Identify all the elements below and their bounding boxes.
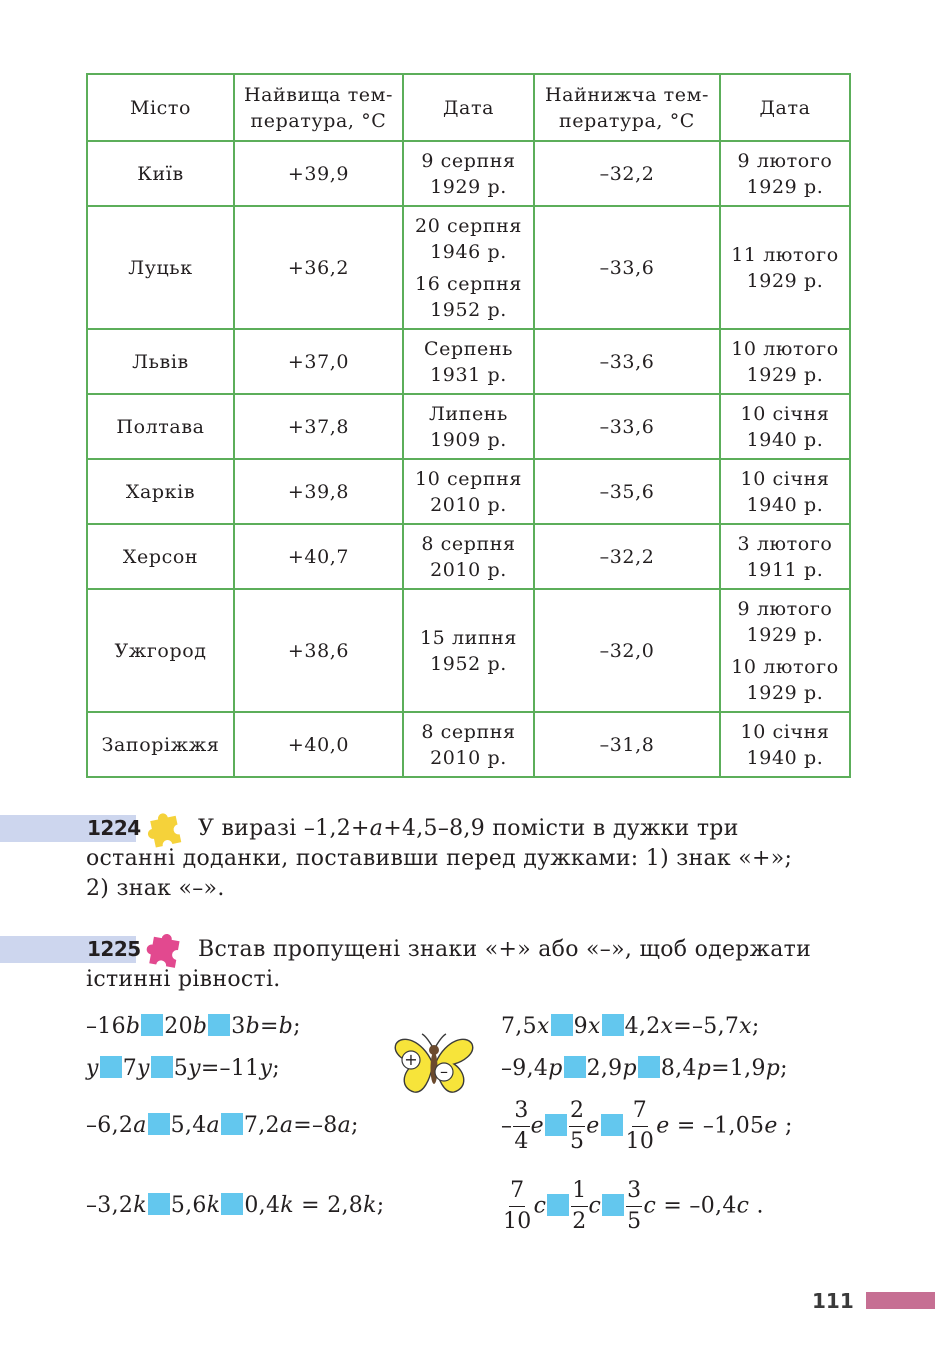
butterfly-plus-minus-icon bbox=[392, 1032, 476, 1096]
missing-sign-box[interactable] bbox=[148, 1113, 170, 1135]
fraction-numerator: 7 bbox=[632, 1096, 648, 1127]
missing-sign-box[interactable] bbox=[221, 1193, 243, 1215]
variable: y bbox=[137, 1056, 150, 1081]
missing-sign-box[interactable] bbox=[602, 1014, 624, 1036]
fraction-numerator: 2 bbox=[569, 1096, 585, 1127]
max-date-cell bbox=[403, 459, 534, 524]
column-header bbox=[234, 74, 403, 141]
date-line: 1940 р. bbox=[746, 746, 824, 769]
variable: p bbox=[548, 1056, 563, 1081]
variable: y bbox=[86, 1056, 99, 1081]
variable: a bbox=[369, 816, 384, 841]
date-line: 1952 р. bbox=[430, 298, 507, 321]
equation-3: y 7y 5y=–11y; bbox=[86, 1056, 280, 1081]
date-line: 8 серпня bbox=[421, 720, 516, 743]
max-temp-cell: +40,0 bbox=[234, 712, 403, 777]
table-row bbox=[87, 394, 850, 459]
date-line: 1909 р. bbox=[430, 428, 507, 451]
min-date-cell bbox=[720, 712, 850, 777]
city-cell: Луцьк bbox=[87, 206, 234, 329]
missing-sign-box[interactable] bbox=[547, 1194, 569, 1216]
date-line: 1911 р. bbox=[746, 558, 824, 581]
min-temp-cell: –32,2 bbox=[534, 524, 720, 589]
max-temp-cell: +39,9 bbox=[234, 141, 403, 206]
equation-6: –3,2k 5,6k 0,4k = 2,8k; bbox=[86, 1193, 385, 1218]
column-header-line: Дата bbox=[759, 96, 811, 119]
max-date-cell bbox=[403, 394, 534, 459]
min-date-cell bbox=[720, 329, 850, 394]
exercise-1225-line-1: Встав пропущені знаки «+» або «–», щоб одержати bbox=[198, 937, 812, 962]
date-line: Серпень bbox=[423, 337, 514, 360]
variable: e bbox=[764, 1113, 778, 1139]
date-line: 10 січня bbox=[740, 402, 830, 425]
variable: x bbox=[660, 1014, 674, 1039]
equation-5: –6,2a 5,4a 7,2a=–8a; bbox=[86, 1113, 359, 1138]
max-date-cell bbox=[403, 206, 534, 329]
variable: c bbox=[533, 1193, 547, 1219]
date-line: 1931 р. bbox=[430, 363, 507, 386]
fraction bbox=[569, 1096, 585, 1157]
date-line: 1929 р. bbox=[746, 175, 824, 198]
equation-2: 7,5x 9x 4,2x=–5,7x; bbox=[501, 1014, 760, 1039]
variable: b bbox=[125, 1014, 141, 1039]
fraction bbox=[625, 1096, 656, 1157]
column-header bbox=[87, 74, 234, 141]
fraction-equation-c: $\frac{7}{10}$ c $\frac{1}{2}$ c $\frac{3}{5}$ c = –0,4c . bbox=[501, 1176, 764, 1237]
fraction bbox=[513, 1096, 529, 1157]
date-line: 20 серпня bbox=[415, 214, 522, 237]
column-header-line: Найнижча тем- bbox=[544, 83, 710, 106]
max-date-cell bbox=[403, 524, 534, 589]
missing-sign-box[interactable] bbox=[638, 1056, 660, 1078]
table-header-row bbox=[87, 74, 850, 141]
missing-sign-box[interactable] bbox=[148, 1193, 170, 1215]
equation-1: –16b 20b 3b=b; bbox=[86, 1014, 301, 1039]
fraction-numerator: 7 bbox=[509, 1176, 525, 1207]
min-temp-cell: –32,2 bbox=[534, 141, 720, 206]
column-header-line: Дата bbox=[442, 96, 494, 119]
date-line: 10 лютого bbox=[731, 337, 839, 360]
svg-text:–: – bbox=[440, 1062, 448, 1081]
table-row bbox=[87, 524, 850, 589]
column-header bbox=[534, 74, 720, 141]
variable: k bbox=[280, 1193, 294, 1218]
variable: b bbox=[245, 1014, 260, 1039]
date-line: 10 січня bbox=[740, 467, 830, 490]
date-line: 1929 р. bbox=[430, 175, 507, 198]
equation-4: –9,4p 2,9p 8,4p=1,9p; bbox=[501, 1056, 788, 1081]
variable: p bbox=[622, 1056, 637, 1081]
variable: p bbox=[696, 1056, 712, 1081]
variable: c bbox=[736, 1193, 750, 1219]
min-date-cell bbox=[720, 394, 850, 459]
max-temp-cell: +37,8 bbox=[234, 394, 403, 459]
variable: p bbox=[765, 1056, 781, 1081]
max-date-cell bbox=[403, 712, 534, 777]
exercise-1225-text bbox=[86, 935, 851, 995]
fraction-denominator: 2 bbox=[572, 1209, 587, 1234]
missing-sign-box[interactable] bbox=[100, 1056, 122, 1078]
page-number: 111 bbox=[812, 1289, 854, 1313]
fraction-numerator: 3 bbox=[513, 1096, 529, 1127]
min-date-cell bbox=[720, 589, 850, 712]
page-number-bar bbox=[866, 1292, 935, 1309]
table-row bbox=[87, 329, 850, 394]
max-date-cell bbox=[403, 589, 534, 712]
variable: e bbox=[656, 1113, 670, 1139]
exercise-number: 1225 bbox=[87, 937, 141, 961]
date-line: 2010 р. bbox=[430, 493, 507, 516]
variable: x bbox=[587, 1014, 601, 1039]
min-date-cell bbox=[720, 459, 850, 524]
date-line: 10 серпня bbox=[415, 467, 522, 490]
max-temp-cell: +37,0 bbox=[234, 329, 403, 394]
date-line: 1929 р. bbox=[746, 681, 824, 704]
variable: x bbox=[739, 1014, 752, 1039]
variable: x bbox=[536, 1014, 550, 1039]
variable: a bbox=[133, 1113, 147, 1138]
column-header-line: пература, °С bbox=[250, 109, 387, 132]
table-row bbox=[87, 459, 850, 524]
fraction-denominator: 10 bbox=[503, 1209, 532, 1234]
variable: k bbox=[363, 1193, 377, 1218]
column-header-line: Найвища тем- bbox=[243, 83, 394, 106]
missing-sign-box[interactable] bbox=[151, 1056, 173, 1078]
column-header bbox=[403, 74, 534, 141]
date-line: 2010 р. bbox=[430, 558, 507, 581]
missing-sign-box[interactable] bbox=[602, 1194, 624, 1216]
date-line: 9 лютого bbox=[737, 597, 833, 620]
date-line: 1929 р. bbox=[746, 269, 824, 292]
min-date-cell bbox=[720, 524, 850, 589]
min-date-cell bbox=[720, 141, 850, 206]
exercise-1224-text bbox=[86, 814, 851, 904]
missing-sign-box[interactable] bbox=[601, 1114, 623, 1136]
variable: e bbox=[586, 1113, 600, 1139]
max-temp-cell: +38,6 bbox=[234, 589, 403, 712]
table-row bbox=[87, 141, 850, 206]
fraction-numerator: 1 bbox=[571, 1176, 587, 1207]
svg-text:+: + bbox=[404, 1050, 418, 1069]
variable: k bbox=[206, 1193, 221, 1218]
min-temp-cell: –31,8 bbox=[534, 712, 720, 777]
missing-sign-box[interactable] bbox=[141, 1014, 163, 1036]
date-line: 1952 р. bbox=[430, 652, 507, 675]
date-line: 1940 р. bbox=[746, 428, 824, 451]
min-temp-cell: –32,0 bbox=[534, 589, 720, 712]
max-temp-cell: +36,2 bbox=[234, 206, 403, 329]
date-line: Липень bbox=[428, 402, 509, 425]
missing-sign-box[interactable] bbox=[208, 1014, 230, 1036]
variable: a bbox=[206, 1113, 220, 1138]
missing-sign-box[interactable] bbox=[545, 1114, 567, 1136]
exercise-number: 1224 bbox=[87, 816, 141, 840]
temperature-records-table bbox=[86, 73, 851, 778]
date-line: 9 серпня bbox=[421, 149, 516, 172]
date-line: 1929 р. bbox=[746, 363, 824, 386]
table-row bbox=[87, 206, 850, 329]
city-cell: Київ bbox=[87, 141, 234, 206]
date-line: 8 серпня bbox=[421, 532, 516, 555]
min-temp-cell: –33,6 bbox=[534, 394, 720, 459]
fraction bbox=[502, 1176, 533, 1237]
fraction-denominator: 4 bbox=[514, 1129, 529, 1154]
variable: a bbox=[279, 1113, 294, 1138]
missing-sign-box[interactable] bbox=[551, 1014, 573, 1036]
max-temp-cell: +39,8 bbox=[234, 459, 403, 524]
city-cell: Ужгород bbox=[87, 589, 234, 712]
fraction-numerator: 3 bbox=[626, 1176, 642, 1207]
fraction-equation-e: – $\frac{3}{4}$ e $\frac{2}{5}$ e $\frac{7}{10}$ e = –1,05e ; bbox=[501, 1096, 793, 1157]
date-line: 10 січня bbox=[740, 720, 830, 743]
variable: e bbox=[530, 1113, 544, 1139]
date-line: 1929 р. bbox=[746, 623, 824, 646]
date-line: 1940 р. bbox=[746, 493, 824, 516]
city-cell: Херсон bbox=[87, 524, 234, 589]
date-line: 2010 р. bbox=[430, 746, 507, 769]
variable: k bbox=[133, 1193, 147, 1218]
exercise-1224-line-3: 2) знак «–». bbox=[86, 876, 225, 901]
column-header bbox=[720, 74, 850, 141]
date-line: 9 лютого bbox=[737, 149, 833, 172]
exercise-1224-line-2: останні доданки, поставивши перед дужками: 1) знак «+»; bbox=[86, 846, 793, 871]
column-header-line: пература, °С bbox=[559, 109, 695, 132]
missing-sign-box[interactable] bbox=[564, 1056, 586, 1078]
variable: y bbox=[188, 1056, 201, 1081]
date-line: 10 лютого bbox=[731, 655, 839, 678]
variable: b bbox=[278, 1014, 294, 1039]
table-row bbox=[87, 589, 850, 712]
date-line: 15 липня bbox=[419, 626, 518, 649]
city-cell: Запоріжжя bbox=[87, 712, 234, 777]
exercise-1225-line-2: істинні рівності. bbox=[86, 967, 281, 992]
date-line: 1946 р. bbox=[430, 240, 507, 263]
city-cell: Харків bbox=[87, 459, 234, 524]
max-temp-cell: +40,7 bbox=[234, 524, 403, 589]
table-row bbox=[87, 712, 850, 777]
variable: y bbox=[259, 1056, 273, 1081]
max-date-cell bbox=[403, 329, 534, 394]
date-line: 3 лютого bbox=[737, 532, 833, 555]
exercise-1224-line-1: У виразі –1,2+a+4,5–8,9 помісти в дужки три bbox=[198, 816, 739, 841]
variable: c bbox=[643, 1193, 657, 1219]
variable: b bbox=[192, 1014, 208, 1039]
min-temp-cell: –35,6 bbox=[534, 459, 720, 524]
variable: c bbox=[588, 1193, 602, 1219]
fraction bbox=[626, 1176, 642, 1237]
date-line: 16 серпня bbox=[415, 272, 522, 295]
missing-sign-box[interactable] bbox=[221, 1113, 243, 1135]
variable: a bbox=[337, 1113, 351, 1138]
max-date-cell bbox=[403, 141, 534, 206]
city-cell: Полтава bbox=[87, 394, 234, 459]
fraction bbox=[571, 1176, 587, 1237]
fraction-denominator: 10 bbox=[625, 1129, 655, 1154]
fraction-denominator: 5 bbox=[569, 1129, 585, 1154]
date-line: 11 лютого bbox=[731, 243, 839, 266]
min-temp-cell: –33,6 bbox=[534, 206, 720, 329]
min-temp-cell: –33,6 bbox=[534, 329, 720, 394]
min-date-cell bbox=[720, 206, 850, 329]
column-header-line: Місто bbox=[129, 96, 192, 119]
fraction-denominator: 5 bbox=[627, 1209, 642, 1234]
city-cell: Львів bbox=[87, 329, 234, 394]
